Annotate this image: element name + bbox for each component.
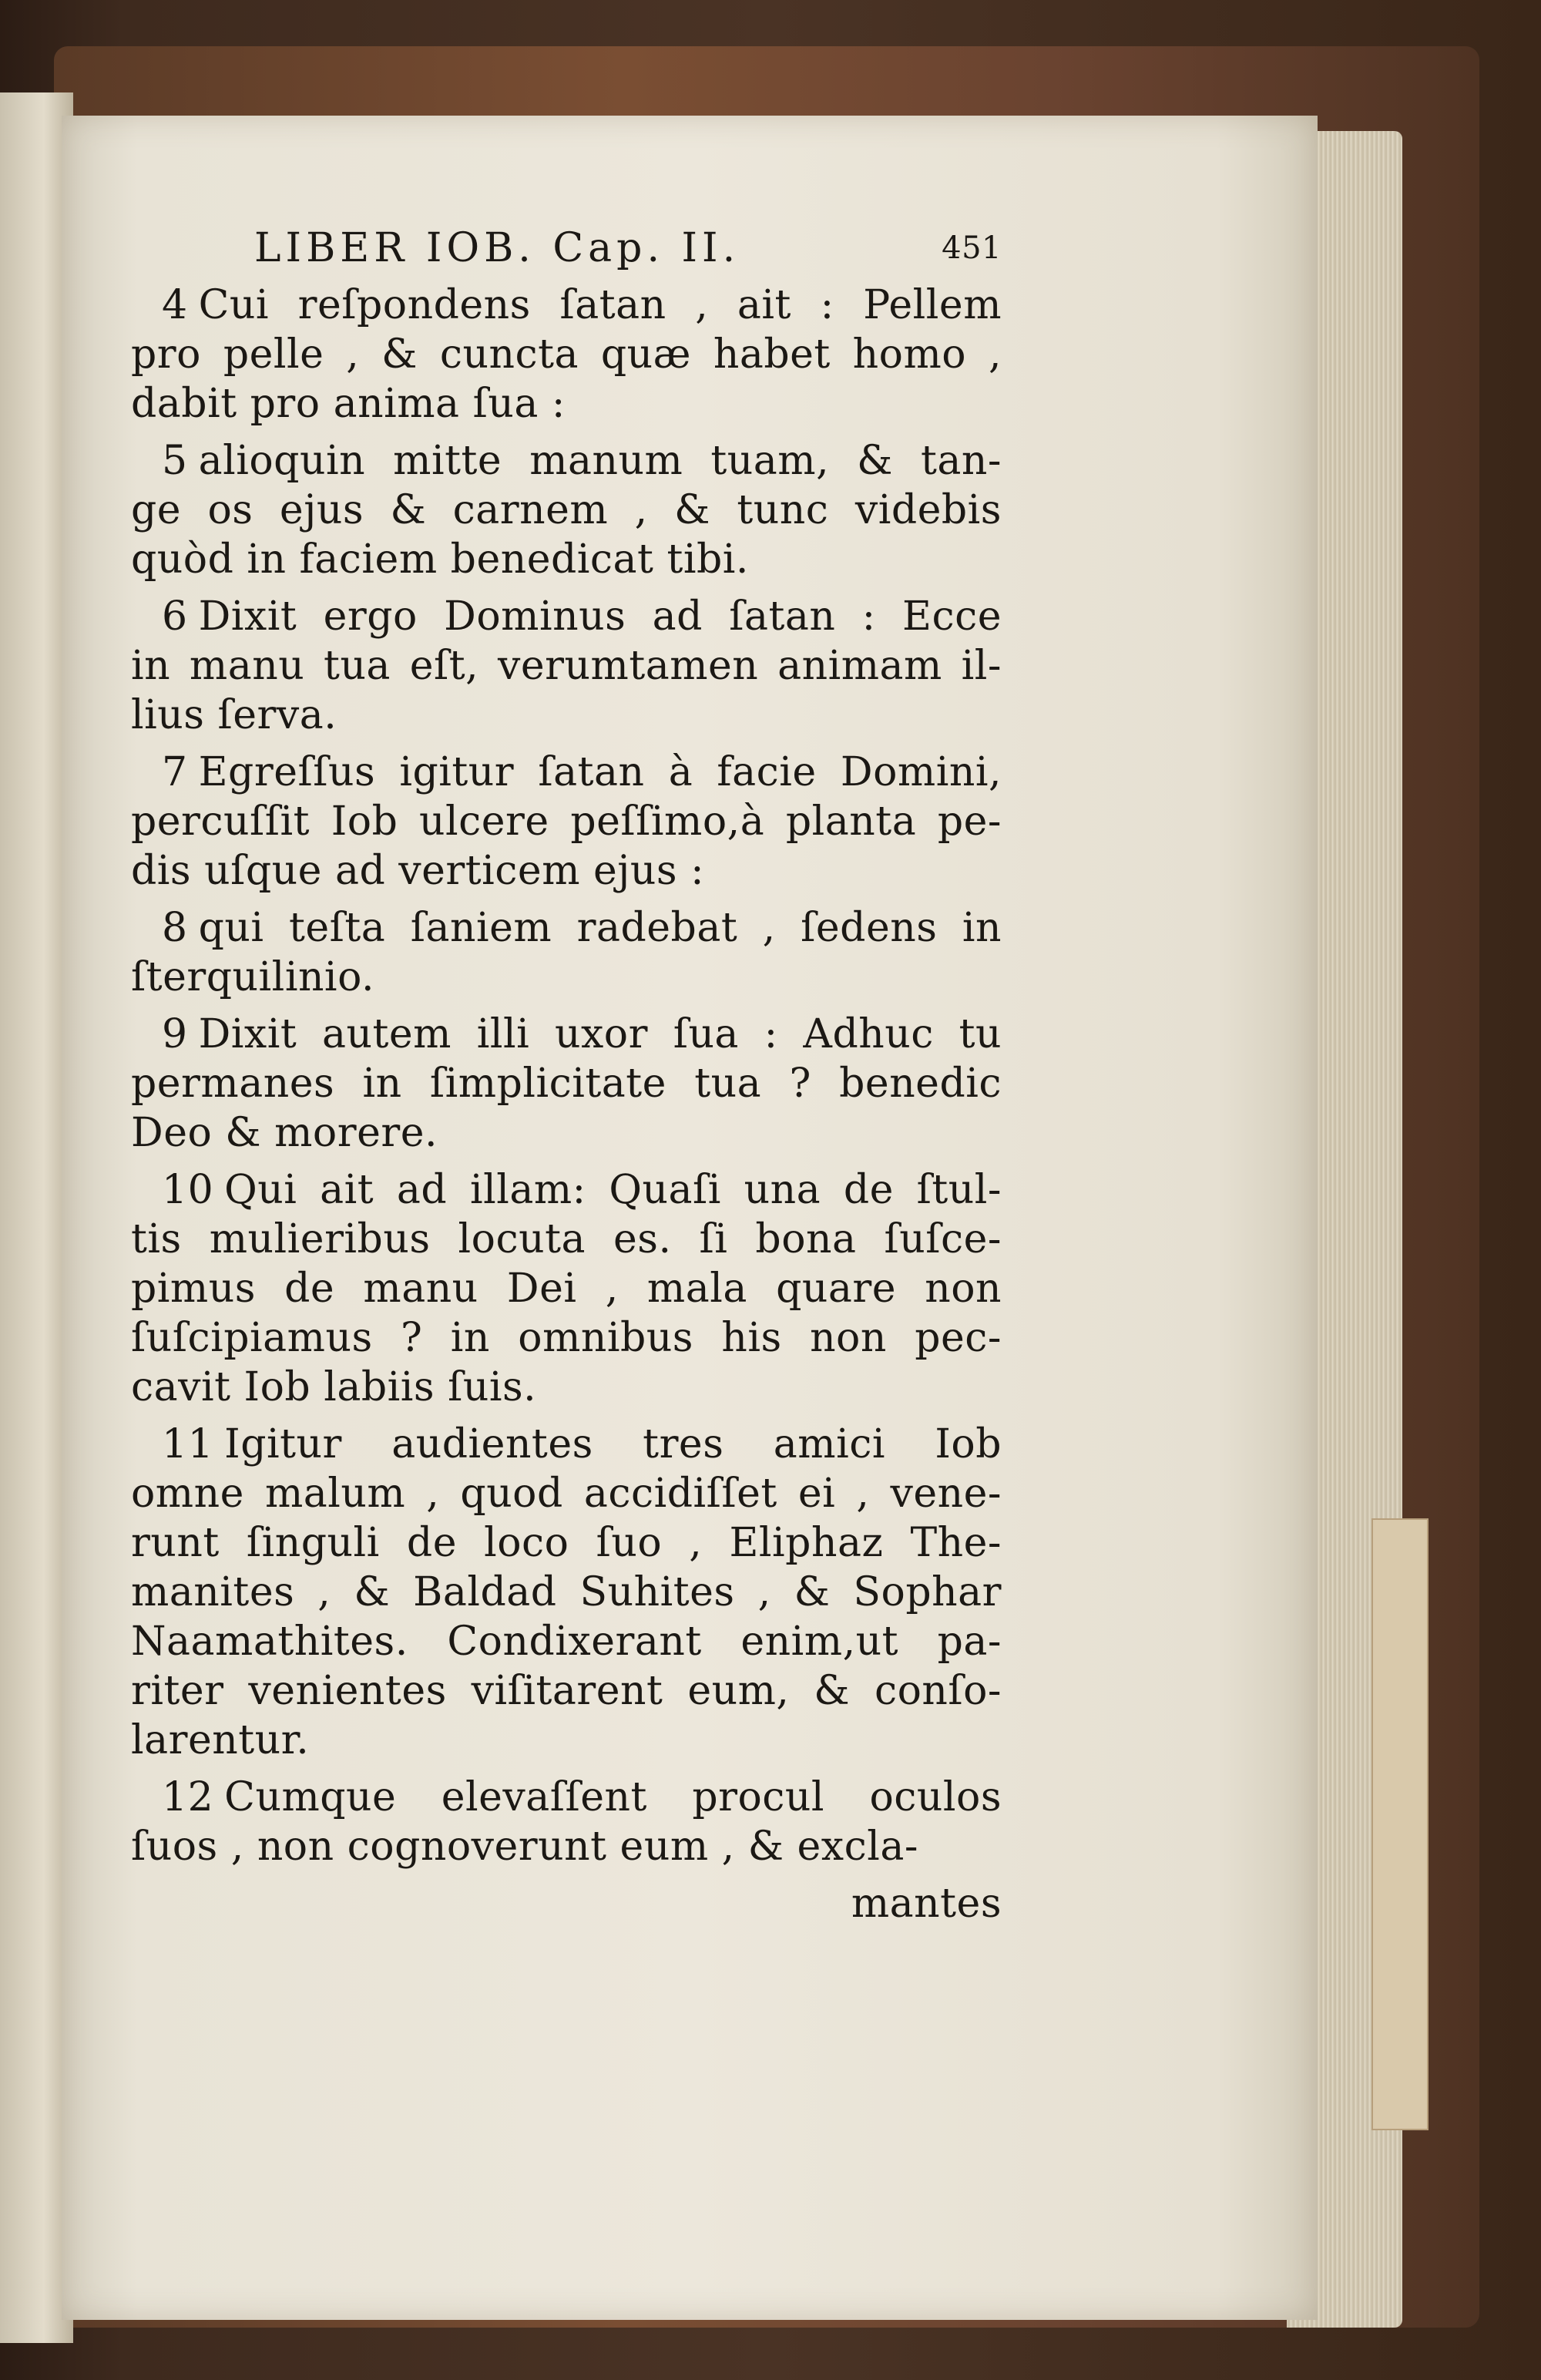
verse-text: qui teſta ſaniem radebat , ſedens in: [198, 905, 1002, 951]
verse: [131, 592, 1002, 740]
verse-line: [131, 1363, 1002, 1412]
verse-text: Naamathites. Condixerant enim,ut pa-: [131, 1619, 1002, 1665]
verse-line: [131, 1165, 1002, 1215]
verse-number: 9: [162, 1011, 188, 1057]
verse-text: pro pelle , & cuncta quæ habet homo ,: [131, 331, 1002, 378]
verse: [131, 281, 1002, 429]
verse-text: ſuos , non cognoverunt eum , & excla-: [131, 1824, 918, 1870]
verse-line: [131, 1469, 1002, 1518]
page-number: 451: [942, 230, 1002, 266]
verse-line: [131, 1568, 1002, 1617]
paper-bookmark: [1371, 1518, 1429, 2130]
verse-line: [131, 1215, 1002, 1264]
verse-text: pimus de manu Dei , mala quare non: [131, 1266, 1002, 1312]
verse-line: [131, 1313, 1002, 1363]
verse-text: quòd in faciem benedicat tibi.: [131, 536, 749, 583]
verse-line: [131, 641, 1002, 691]
verse-text: lius ſerva.: [131, 692, 337, 738]
verse-line: [131, 436, 1002, 486]
verse-line: [131, 953, 1002, 1002]
running-head-title: LIBER IOB. Cap. II.: [254, 225, 740, 271]
verse-text: manites , & Baldad Suhites , & Sophar: [131, 1569, 1002, 1615]
verse-line: [131, 903, 1002, 953]
verse-number: 7: [162, 749, 188, 795]
verse-line: [131, 1420, 1002, 1469]
catchword: mantes: [851, 1881, 1002, 1927]
verse-text: tis mulieribus locuta es. ſi bona ſuſce-: [131, 1216, 1002, 1262]
verse-number: 11: [162, 1421, 214, 1467]
verse-text: Cui reſpondens ſatan , ait : Pellem: [198, 282, 1002, 328]
verse-text: Deo & morere.: [131, 1110, 438, 1156]
verse-line: [131, 592, 1002, 641]
verse-line: [131, 797, 1002, 846]
verse-text: percuſſit Iob ulcere peſſimo,à planta pe-: [131, 798, 1002, 845]
verse-text: ſuſcipiamus ? in omnibus his non pec-: [131, 1315, 1002, 1361]
verse-line: [131, 846, 1002, 896]
verse-line: [131, 691, 1002, 740]
verse-number: 6: [162, 593, 188, 640]
verse-text: alioquin mitte manum tuam, & tan-: [198, 438, 1002, 484]
verse-line: [131, 1264, 1002, 1313]
verse-line: [131, 1108, 1002, 1158]
verse: [131, 436, 1002, 584]
verse-number: 8: [162, 905, 188, 951]
verse-text: cavit Iob labiis ſuis.: [131, 1364, 537, 1410]
verse-line: [131, 1059, 1002, 1108]
verse-line: [131, 1716, 1002, 1765]
verse: [131, 1165, 1002, 1412]
verse-text: riter venientes viſitarent eum, & conſo-: [131, 1668, 1002, 1714]
verse-line: [131, 281, 1002, 330]
verse-text: dabit pro anima ſua :: [131, 381, 566, 427]
verse-line: [131, 748, 1002, 797]
verse-line: [131, 1518, 1002, 1568]
verse-line: [131, 1617, 1002, 1666]
verses-container: [131, 281, 1002, 1871]
verse-text: runt ſinguli de loco ſuo , Eliphaz The-: [131, 1520, 1002, 1566]
verse-text: Qui ait ad illam: Quaſi una de ſtul-: [224, 1167, 1002, 1213]
verse-text: in manu tua eſt, verumtamen animam il-: [131, 643, 1002, 689]
verse-text: dis uſque ad verticem ejus :: [131, 848, 705, 894]
verse: [131, 903, 1002, 1002]
verse-number: 5: [162, 438, 188, 484]
verse-text: ge os ejus & carnem , & tunc videbis: [131, 487, 1002, 533]
verse: [131, 1010, 1002, 1158]
verse-text: ſterquilinio.: [131, 954, 374, 1000]
verse-text: larentur.: [131, 1717, 310, 1763]
verse-line: [131, 535, 1002, 584]
verse-number: 10: [162, 1167, 214, 1213]
verse-line: [131, 330, 1002, 379]
verse-line: [131, 1773, 1002, 1822]
verse: [131, 748, 1002, 896]
verse-text: Dixit ergo Dominus ad ſatan : Ecce: [198, 593, 1002, 640]
page-text-block: [131, 224, 1002, 1928]
verse-text: Igitur audientes tres amici Iob: [224, 1421, 1002, 1467]
verse-text: Egreſſus igitur ſatan à facie Domini,: [198, 749, 1002, 795]
running-head: [131, 224, 1002, 277]
verse-line: [131, 1666, 1002, 1716]
verse-line: [131, 1010, 1002, 1059]
verse-text: Dixit autem illi uxor ſua : Adhuc tu: [198, 1011, 1002, 1057]
verse-line: [131, 379, 1002, 429]
verse-line: [131, 486, 1002, 535]
verse: [131, 1420, 1002, 1765]
verse-text: omne malum , quod accidiſſet ei , vene-: [131, 1471, 1002, 1517]
verse-number: 12: [162, 1774, 214, 1820]
verse-number: 4: [162, 282, 188, 328]
verse-text: Cumque elevaſſent procul oculos: [224, 1774, 1002, 1820]
verse-line: [131, 1822, 1002, 1871]
catchword-line: [131, 1879, 1002, 1928]
verse-text: permanes in ſimplicitate tua ? benedic: [131, 1061, 1002, 1107]
verse: [131, 1773, 1002, 1871]
